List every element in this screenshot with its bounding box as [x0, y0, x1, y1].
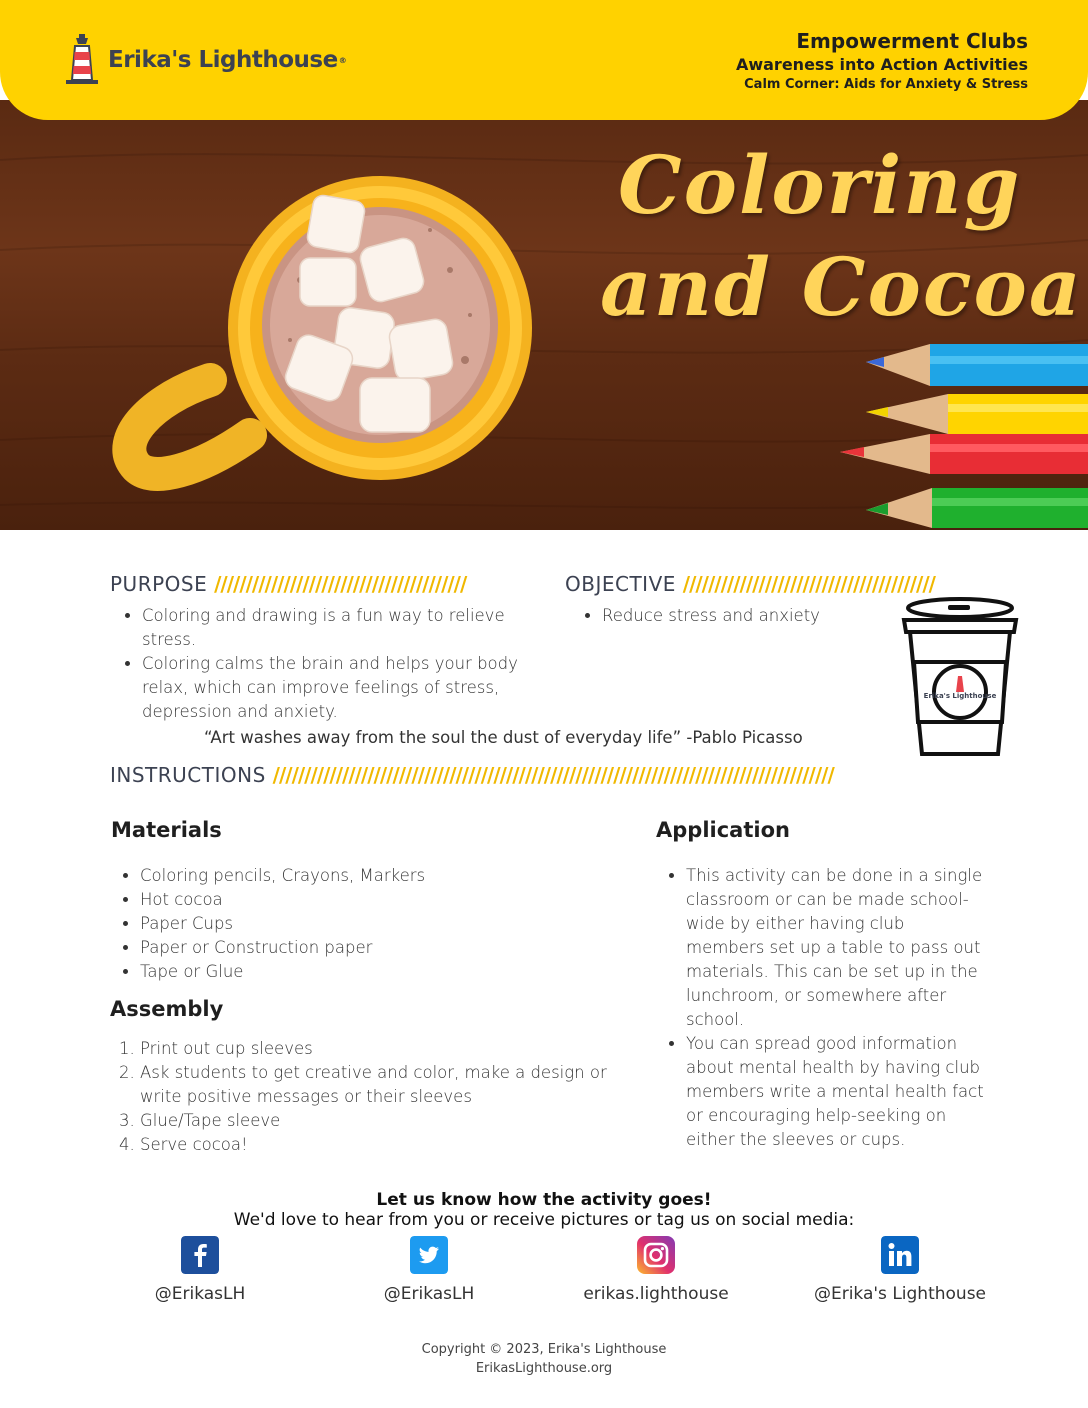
instructions-divider: ///////////////////////////////////////////////////////////////////////////////////////// [272, 763, 834, 787]
hero-title-line2: and Cocoa [600, 240, 1083, 334]
list-item: • Paper Cups [140, 912, 620, 936]
copyright-text: Copyright © 2023, Erika's Lighthouse [421, 1342, 667, 1357]
header-titles [736, 28, 1028, 94]
facebook-icon[interactable] [181, 1236, 219, 1274]
purpose-heading-text: PURPOSE [110, 572, 208, 596]
pencils [840, 344, 1088, 528]
social-handle[interactable]: @ErikasLH [154, 1284, 246, 1304]
lighthouse-icon [62, 34, 102, 86]
list-item: • Coloring and drawing is a fun way to relieve stress. [142, 604, 542, 652]
logo-text: Erika's Lighthouse [108, 47, 338, 73]
social-twitter[interactable] [319, 1236, 539, 1304]
objective-heading [565, 572, 935, 596]
social-instagram[interactable] [546, 1236, 766, 1304]
list-item: 2. Ask students to get creative and color, make a design or write positive messages or their sleeves [140, 1061, 620, 1109]
application-list [654, 864, 986, 1152]
program-title: Empowerment Clubs [796, 29, 1028, 53]
website-link[interactable]: ErikasLighthouse.org [475, 1361, 613, 1376]
list-item: 4. Serve cocoa! [140, 1133, 620, 1157]
purpose-divider: //////////////////////////////////////// [214, 572, 467, 596]
hero-title-line1: Coloring [618, 138, 1022, 232]
objective-heading-text: OBJECTIVE [565, 572, 676, 596]
program-tagline: Calm Corner: Aids for Anxiety & Stress [744, 77, 1028, 92]
coffee-cup-icon [898, 596, 1022, 762]
linkedin-icon[interactable] [881, 1236, 919, 1274]
instagram-icon[interactable] [637, 1236, 675, 1274]
list-item: • This activity can be done in a single classroom or can be made school-wide by either having club members set up a table to pass out materials. This can be set up in the lunchroom, or somewhere after school. [686, 864, 986, 1032]
social-facebook[interactable] [90, 1236, 310, 1304]
purpose-list [110, 604, 542, 724]
assembly-heading: Assembly [110, 997, 224, 1021]
social-callout [0, 1190, 1088, 1230]
social-handle[interactable]: @ErikasLH [383, 1284, 475, 1304]
objective-list [570, 604, 902, 628]
list-item: • Reduce stress and anxiety [602, 604, 902, 628]
registered-mark: ® [338, 55, 347, 65]
materials-heading: Materials [111, 818, 222, 842]
purpose-heading [110, 572, 466, 596]
list-item: 1. Print out cup sleeves [140, 1037, 620, 1061]
list-item: 3. Glue/Tape sleeve [140, 1109, 620, 1133]
program-subtitle: Awareness into Action Activities [735, 55, 1028, 74]
hero-image [0, 100, 1088, 530]
social-handle[interactable]: erikas.lighthouse [583, 1284, 729, 1304]
logo[interactable] [62, 34, 346, 86]
social-handle[interactable]: @Erika's Lighthouse [813, 1284, 987, 1304]
copyright-block [0, 1340, 1088, 1378]
twitter-icon[interactable] [410, 1236, 448, 1274]
instructions-heading [110, 763, 834, 787]
instructions-heading-text: INSTRUCTIONS [110, 763, 266, 787]
quote: “Art washes away from the soul the dust of everyday life” -Pablo Picasso [204, 728, 803, 747]
list-item: • Coloring calms the brain and helps your body relax, which can improve feelings of stress, depression and anxiety. [142, 652, 542, 724]
application-heading: Application [656, 818, 790, 842]
list-item: • Coloring pencils, Crayons, Markers [140, 864, 620, 888]
header-banner [0, 0, 1088, 120]
assembly-list [110, 1037, 620, 1157]
callout-text: We'd love to hear from you or receive pictures or tag us on social media: [233, 1210, 855, 1230]
list-item: • Paper or Construction paper [140, 936, 620, 960]
objective-divider: //////////////////////////////////////// [682, 572, 935, 596]
materials-list [108, 864, 620, 984]
cup-label: Erika's Lighthouse [923, 692, 997, 700]
list-item: • You can spread good information about mental health by having club members write a mental health fact or encouraging help-seeking on either the sleeves or cups. [686, 1032, 986, 1152]
social-linkedin[interactable] [790, 1236, 1010, 1304]
callout-title: Let us know how the activity goes! [376, 1190, 712, 1210]
list-item: • Tape or Glue [140, 960, 620, 984]
list-item: • Hot cocoa [140, 888, 620, 912]
